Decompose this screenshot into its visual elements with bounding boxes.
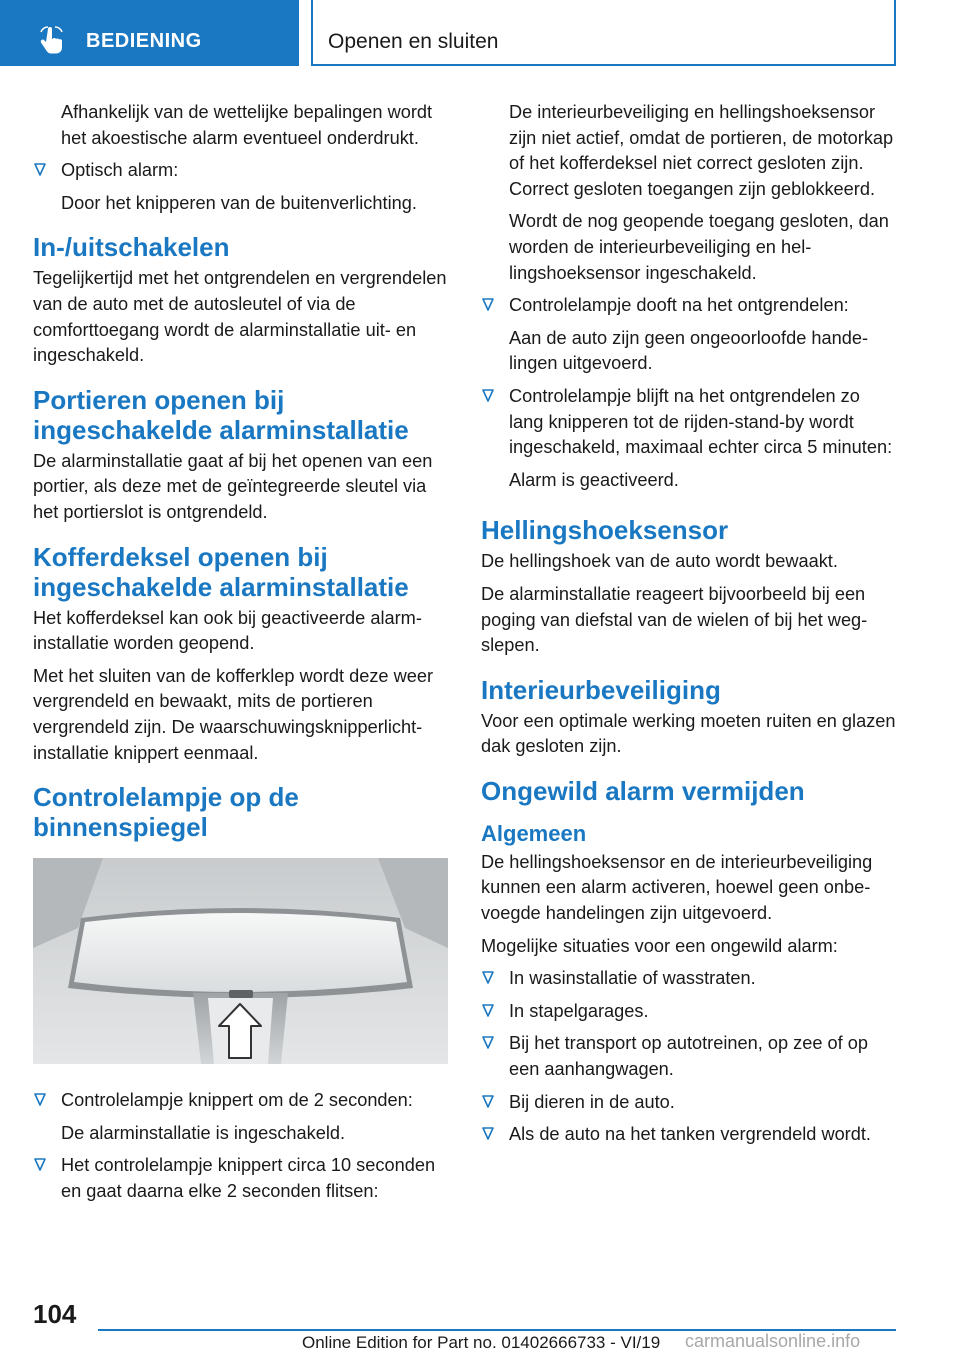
bullet-triangle-icon [481, 970, 495, 985]
list-item [481, 1031, 896, 1082]
heading-algemeen: Algemeen [481, 820, 587, 846]
watermark: carmanualsonline.info [685, 1331, 861, 1351]
bullet-triangle-icon [481, 1035, 495, 1050]
list-item [481, 1122, 896, 1148]
situation-text: Bij het transport op autotreinen, op zee of op een aanhangwagen. [509, 1033, 868, 1080]
bullet-triangle-icon [481, 297, 495, 312]
bullet-triangle-icon [33, 1157, 47, 1172]
heading-kofferdeksel-openen: Kofferdeksel openen bij ingeschakelde alarminstallatie [33, 541, 409, 602]
section-tab [0, 0, 299, 66]
bullet-triangle-icon [33, 162, 47, 177]
paragraph: Wordt de nog geopende toegang gesloten, dan worden de interieurbeveiliging en hellingshoeksensor ingeschakeld. [509, 211, 889, 283]
page-number: 104 [33, 1299, 77, 1329]
list-item [33, 1153, 451, 1204]
list-item [481, 384, 896, 461]
lamp-blink-10s: Het controlelampje knippert circa 10 seconden en gaat daarna elke 2 seconden flitsen: [61, 1155, 436, 1201]
optical-alarm-label: Optisch alarm: [61, 160, 179, 181]
rearview-mirror-illustration [33, 858, 448, 1064]
lamp-off-desc: Aan de auto zijn geen ongeoorloofde handelingen uitgevoerd. [509, 327, 868, 374]
alarm-suppression-text: Afhankelijk van de wettelijke bepalingen wordt het akoestische alarm eventueel onderdrukt. [61, 102, 433, 148]
heading-portieren-openen: Portieren openen bij ingeschakelde alarminstallatie [33, 384, 409, 445]
paragraph: De alarminstallatie gaat af bij het openen van een portier, als deze met de geïntegreerde sleutel via het portierslot is ontgrendeld. [33, 450, 433, 522]
heading-ongewild-alarm: Ongewild alarm vermijden [481, 775, 805, 806]
optical-alarm-desc: Door het knipperen van de buitenverlichting. [61, 192, 417, 213]
situation-text: Bij dieren in de auto. [509, 1091, 675, 1112]
list-item [481, 1090, 896, 1116]
situation-text: In wasinstallatie of wasstraten. [509, 968, 756, 989]
lamp-blink-2s: Controlelampje knippert om de 2 seconden: [61, 1090, 413, 1111]
paragraph: De hellingshoek van de auto wordt bewaakt. [481, 551, 838, 572]
list-item [33, 158, 451, 184]
paragraph: De interieurbeveiliging en hellingshoeksensor zijn niet actief, omdat de portieren, de motorkap of het kofferdeksel niet correct gesloten zijn. Correct gesloten toegangen zijn geblokkeerd. [509, 102, 894, 199]
list-item [481, 293, 896, 319]
situation-text: In stapelgarages. [509, 1000, 649, 1021]
lamp-keeps-blinking-text: Controlelampje blijft na het ontgrendelen zo lang knipperen tot de rijden-stand-by wordt ingeschakeld, maximaal echter circa 5 minuten: [509, 385, 893, 458]
bullet-triangle-icon [481, 1003, 495, 1018]
edition-text: Online Edition for Part no. 01402666733 - VI/19 [302, 1333, 661, 1352]
chapter-title: Openen en sluiten [328, 30, 499, 53]
paragraph: Het kofferdeksel kan ook bij geactiveerde alarminstallatie worden geopend. [33, 607, 422, 654]
heading-controlelampje: Controlelampje op de binnenspiegel [33, 782, 299, 843]
heading-in-uitschakelen: In-/uitschakelen [33, 232, 230, 263]
hand-pointer-icon [38, 26, 68, 56]
paragraph: De hellingshoeksensor en de interieurbeveiliging kunnen een alarm activeren, hoewel geen onbevoegde handelingen zijn uitgevoerd. [481, 851, 873, 924]
bullet-triangle-icon [481, 1094, 495, 1109]
heading-hellingshoeksensor: Hellingshoeksensor [481, 515, 729, 546]
list-item [481, 966, 896, 992]
rearview-mirror-photo [33, 858, 448, 1064]
right-column [481, 100, 896, 1155]
lamp-keeps-blinking-desc: Alarm is geactiveerd. [509, 469, 679, 490]
bullet-triangle-icon [33, 1092, 47, 1107]
paragraph: De alarminstallatie reageert bijvoorbeeld bij een poging van diefstal van de wielen of bij het wegslepen. [481, 583, 868, 656]
heading-interieurbeveiliging: Interieurbeveiliging [481, 674, 721, 705]
bullet-triangle-icon [481, 388, 495, 403]
situation-text: Als de auto na het tanken vergrendeld wordt. [509, 1124, 871, 1145]
list-item [481, 999, 896, 1025]
list-item [33, 1088, 451, 1114]
left-column [33, 100, 451, 1211]
lamp-blink-2s-desc: De alarminstallatie is ingeschakeld. [61, 1122, 346, 1143]
paragraph: Met het sluiten van de kofferklep wordt deze weer vergrendeld en bewaakt, mits de portieren vergrendeld zijn. De waarschuwingsknipperlichtinstallatie knippert eenmaal. [33, 665, 434, 763]
paragraph: Voor een optimale werking moeten ruiten en glazen dak gesloten zijn. [481, 710, 896, 757]
section-label: BEDIENING [86, 30, 202, 52]
paragraph: Mogelijke situaties voor een ongewild alarm: [481, 935, 838, 956]
lamp-off-text: Controlelampje dooft na het ontgrendelen: [509, 295, 849, 316]
paragraph: Tegelijkertijd met het ontgrendelen en vergrendelen van de auto met de autosleutel of via de comforttoegang wordt de alarminstallatie uit- en ingeschakeld. [33, 268, 447, 366]
bullet-triangle-icon [481, 1126, 495, 1141]
